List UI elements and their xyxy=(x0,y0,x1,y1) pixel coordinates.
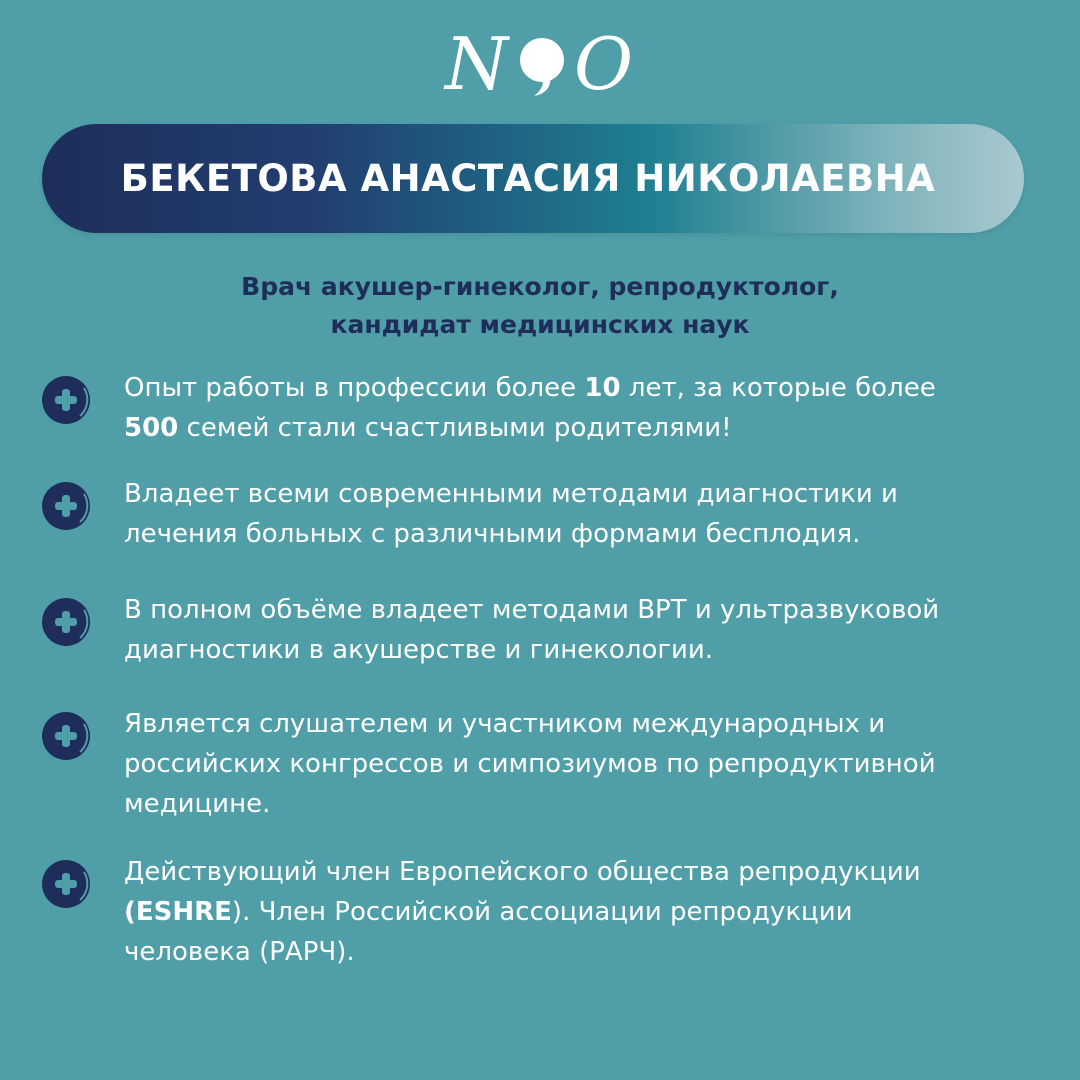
doctor-title-line-2: кандидат медицинских наук xyxy=(330,310,750,339)
list-item xyxy=(40,590,1050,670)
doctor-name: БЕКЕТОВА АНАСТАСИЯ НИКОЛАЕВНА xyxy=(120,157,936,200)
name-banner xyxy=(42,124,1024,233)
list-item-line: Опыт работы в профессии более 10 лет, за которые более xyxy=(124,373,936,403)
list-item-text xyxy=(124,474,898,554)
list-item-line: 500 семей стали счастливыми родителями! xyxy=(124,413,732,443)
list-item xyxy=(40,474,1050,554)
plus-circle-icon xyxy=(40,596,92,648)
list-item xyxy=(40,852,1050,972)
list-item-line: Владеет всеми современными методами диагностики и xyxy=(124,479,898,509)
list-item-line: диагностики в акушерстве и гинекологии. xyxy=(124,635,714,665)
list-item-line: российских конгрессов и симпозиумов по репродуктивной xyxy=(124,749,936,779)
list-item-line: Действующий член Европейского общества репродукции xyxy=(124,857,921,887)
drop-mark-icon xyxy=(510,32,574,96)
plus-circle-icon xyxy=(40,858,92,910)
list-item-line: медицине. xyxy=(124,789,271,819)
brand-logo xyxy=(0,24,1080,104)
list-item-text xyxy=(124,852,921,972)
list-item xyxy=(40,368,1050,448)
list-item-line: человека (РАРЧ). xyxy=(124,937,355,967)
list-item-text xyxy=(124,704,936,824)
list-item xyxy=(40,704,1050,824)
doctor-title-line-1: Врач акушер-гинеколог, репродуктолог, xyxy=(241,272,839,301)
list-item-text xyxy=(124,590,939,670)
list-item-line: Является слушателем и участником международных и xyxy=(124,709,886,739)
plus-circle-icon xyxy=(40,374,92,426)
list-item-line: В полном объёме владеет методами ВРТ и ультразвуковой xyxy=(124,595,940,625)
credentials-list xyxy=(40,368,1050,972)
list-item-text xyxy=(124,368,936,448)
plus-circle-icon xyxy=(40,480,92,532)
logo-letter-o: O xyxy=(573,22,636,106)
list-item-line: лечения больных с различными формами бесплодия. xyxy=(124,519,861,549)
logo-letter-n: N xyxy=(444,22,510,106)
list-item-line: (ESHRE). Член Российской ассоциации репродукции xyxy=(124,897,853,927)
plus-circle-icon xyxy=(40,710,92,762)
doctor-title xyxy=(0,268,1080,344)
